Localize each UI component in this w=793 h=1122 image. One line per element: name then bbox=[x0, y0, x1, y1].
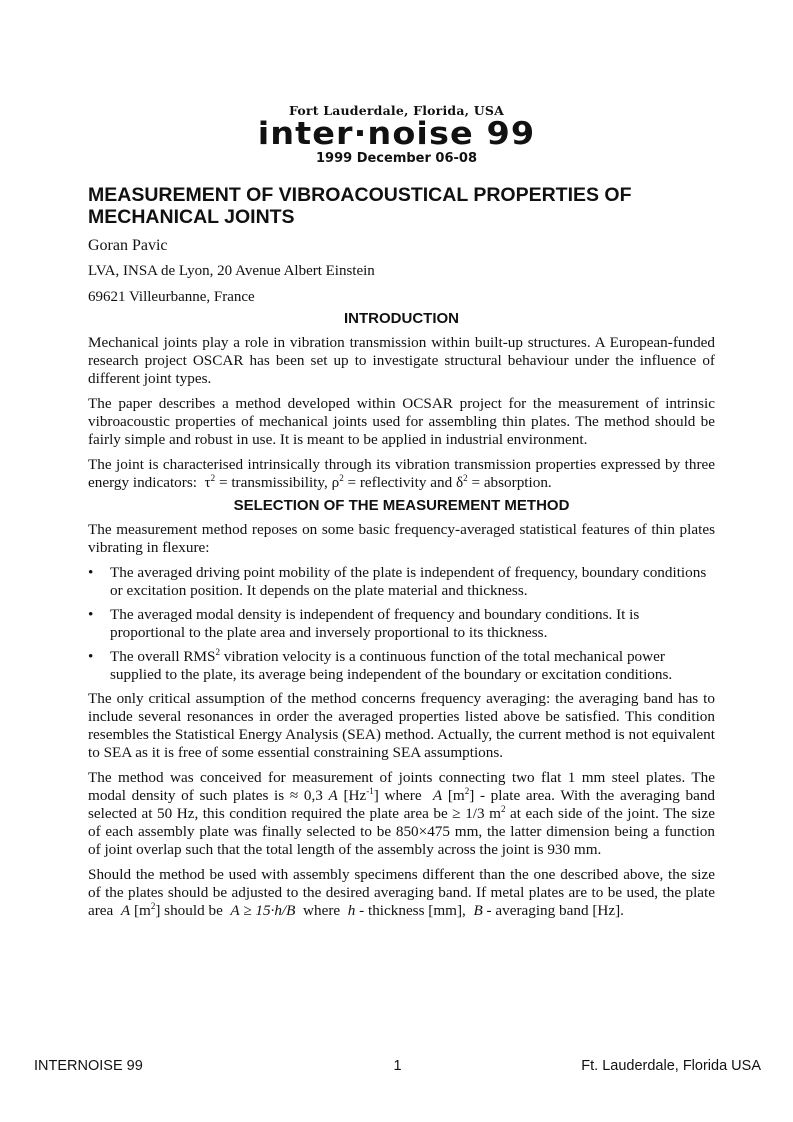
p3-superscript-neg1: -1 bbox=[366, 786, 374, 796]
thickness-symbol: h bbox=[347, 902, 356, 919]
rho-exponent: 2 bbox=[339, 473, 344, 483]
paper-title: MEASUREMENT OF VIBROACOUSTICAL PROPERTIES OF MECHANICAL JOINTS bbox=[88, 184, 632, 228]
area-symbol: A bbox=[328, 787, 338, 804]
p3-superscript-2a: 2 bbox=[464, 786, 470, 796]
area-formula: A ≥ 15·h/B bbox=[230, 902, 296, 919]
method-paragraph-3 bbox=[88, 769, 715, 859]
bullet-marker: • bbox=[88, 648, 94, 665]
p4-text-b: [m bbox=[133, 902, 151, 919]
author-affiliation: LVA, INSA de Lyon, 20 Avenue Albert Einstein bbox=[88, 263, 375, 279]
tau-symbol: τ bbox=[204, 474, 211, 491]
p3-text-c: ] where bbox=[373, 787, 422, 804]
area-symbol: A bbox=[120, 902, 131, 919]
conference-location: Fort Lauderdale, Florida, USA bbox=[288, 103, 504, 118]
author-name: Goran Pavic bbox=[88, 237, 168, 254]
section-heading-introduction: INTRODUCTION bbox=[344, 310, 459, 327]
method-paragraph-4 bbox=[88, 866, 715, 920]
p3-text-e: ] - plate area. With the averaging band selected at 50 Hz, this condition required the plate area be ≥ 1/3 m bbox=[88, 787, 716, 822]
conference-header bbox=[0, 103, 793, 166]
intro-paragraph-2: The paper describes a method developed within OCSAR project for the measurement of intrinsic vibroacoustic properties of mechanical joints used for assembling thin plates. The method should be fairly simple and robust in use. It is meant to be applied in industrial environment. bbox=[88, 395, 715, 448]
band-symbol: B bbox=[473, 902, 483, 919]
conference-dates: 1999 December 06-08 bbox=[315, 151, 478, 166]
bullet-marker: • bbox=[88, 564, 94, 581]
paper-body bbox=[88, 184, 715, 920]
p3-superscript-2b: 2 bbox=[500, 804, 506, 814]
delta-label: = absorption. bbox=[471, 474, 552, 491]
conference-logo: inter·noise 99 bbox=[257, 116, 536, 152]
method-paragraph-1: The measurement method reposes on some basic frequency-averaged statistical features of thin plates vibrating in flexure: bbox=[88, 521, 715, 556]
author-city: 69621 Villeurbanne, France bbox=[88, 289, 255, 305]
section-heading-selection: SELECTION OF THE MEASUREMENT METHOD bbox=[233, 497, 570, 514]
list-item bbox=[88, 606, 715, 642]
area-symbol: A bbox=[432, 787, 443, 804]
p4-text-e: - thickness [mm], bbox=[359, 902, 466, 919]
bullet-marker: • bbox=[88, 606, 94, 623]
footer-location: Ft. Lauderdale, Florida USA bbox=[581, 1058, 761, 1074]
bullet-text-start: The overall RMS bbox=[110, 648, 216, 665]
intro-paragraph-3 bbox=[88, 456, 715, 492]
tau-exponent: 2 bbox=[210, 473, 216, 483]
p4-text-d: where bbox=[303, 902, 341, 919]
delta-symbol: δ bbox=[456, 474, 464, 491]
page-footer bbox=[34, 1058, 761, 1076]
p4-text-a: Should the method be used with assembly specimens different than the one described above, the size of the plates should be adjusted to the desired averaging band. If metal plates are to be used, the plate area bbox=[88, 866, 715, 919]
delta-exponent: 2 bbox=[463, 473, 468, 483]
list-item bbox=[88, 648, 715, 684]
footer-conference: INTERNOISE 99 bbox=[34, 1058, 143, 1074]
bullet-text-rest: vibration velocity is a continuous function of the total mechanical power supplied to the plate, its average being independent of the boundary or excitation conditions. bbox=[110, 648, 673, 683]
p3-text-a: The method was conceived for measurement of joints connecting two flat 1 mm steel plates. The modal density of such plates is ≈ 0,3 bbox=[88, 769, 715, 804]
intro-paragraph-1: Mechanical joints play a role in vibration transmission within built-up structures. A European-funded research project OSCAR has been set up to investigate structural behaviour under the influence of different joint types. bbox=[88, 334, 715, 387]
p4-text-f: - averaging band [Hz]. bbox=[486, 902, 624, 919]
bullet-text: The averaged modal density is independent of frequency and boundary conditions. It is proportional to the plate area and inversely proportional to its thickness. bbox=[110, 606, 640, 641]
p4-text-c: ] should be bbox=[155, 902, 223, 919]
p3-text-b: [Hz bbox=[343, 787, 367, 804]
intro-p3-text: The joint is characterised intrinsically through its vibration transmission properties expressed by three energy indicators: bbox=[88, 456, 715, 491]
p3-text-d: [m bbox=[447, 787, 465, 804]
feature-bullet-list bbox=[88, 564, 715, 684]
footer-page-number: 1 bbox=[393, 1058, 402, 1074]
rho-label: = reflectivity and bbox=[347, 474, 453, 491]
method-paragraph-2: The only critical assumption of the method concerns frequency averaging: the averaging band has to include several resonances in order the averaged properties listed above be satisfied. This condition resembles the Statistical Energy Analysis (SEA) method. Actually, the current method is not equivalent to SEA as it is free of some essential constraining SEA assumptions. bbox=[88, 690, 715, 761]
list-item bbox=[88, 564, 715, 600]
p4-superscript-2: 2 bbox=[150, 901, 156, 911]
tau-label: = transmissibility, bbox=[218, 474, 328, 491]
bullet-superscript: 2 bbox=[215, 647, 220, 657]
p3-text-f: at each side of the joint. The size of each assembly plate was finally selected to be 850×475 mm, the latter dimension being a function of joint overlap such that the total length of the assembly across the joint is 930 mm. bbox=[88, 805, 715, 858]
bullet-text: The averaged driving point mobility of the plate is independent of frequency, boundary conditions or excitation position. It depends on the plate material and thickness. bbox=[110, 564, 707, 599]
rho-symbol: ρ bbox=[331, 474, 340, 491]
